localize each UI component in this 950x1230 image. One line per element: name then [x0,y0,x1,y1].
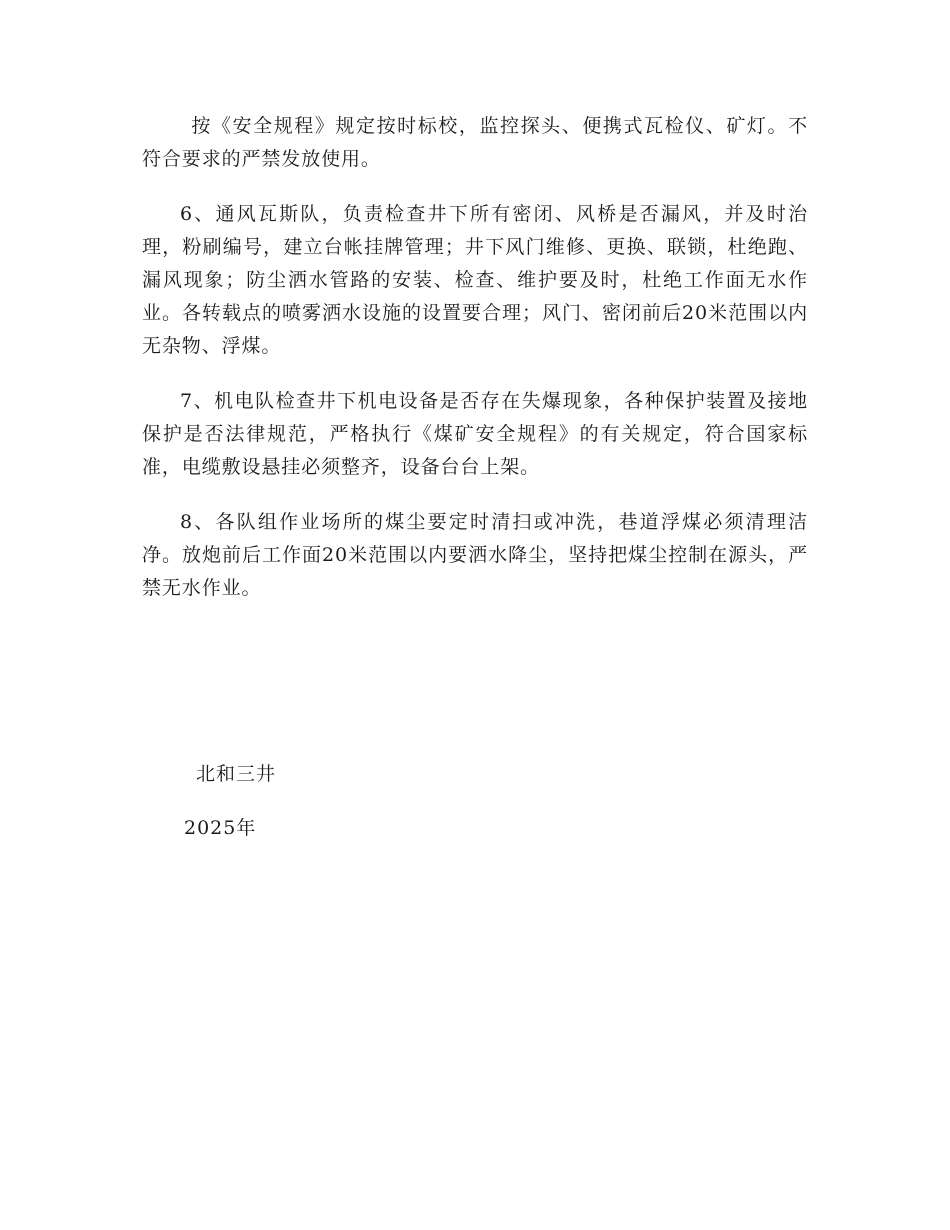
signature-organization: 北和三井 [196,763,277,785]
paragraph-item-6: 6、通风瓦斯队，负责检查井下所有密闭、风桥是否漏风，并及时治理，粉刷编号，建立台帐挂牌管理；井下风门维修、更换、联锁，杜绝跑、漏风现象；防尘洒水管路的安装、检查、维护要及时，杜绝工作面无水作业。各转载点的喷雾洒水设施的设置要合理；风门、密闭前后20米范围以内无杂物、浮煤。 [142,203,808,357]
paragraph-item-7: 7、机电队检查井下机电设备是否存在失爆现象，各种保护装置及接地保护是否法律规范，严格执行《煤矿安全规程》的有关规定，符合国家标准，电缆敷设悬挂必须整齐，设备台台上架。 [142,390,808,478]
paragraph-item-8: 8、各队组作业场所的煤尘要定时清扫或冲洗，巷道浮煤必须清理洁净。放炮前后工作面20米范围以内要洒水降尘，坚持把煤尘控制在源头，严禁无水作业。 [142,511,808,599]
document-body [142,110,808,627]
signature-date: 2025年 [184,817,257,839]
paragraph-calibration: 按《安全规程》规定按时标校，监控探头、便携式瓦检仪、矿灯。不符合要求的严禁发放使用。 [142,115,808,170]
